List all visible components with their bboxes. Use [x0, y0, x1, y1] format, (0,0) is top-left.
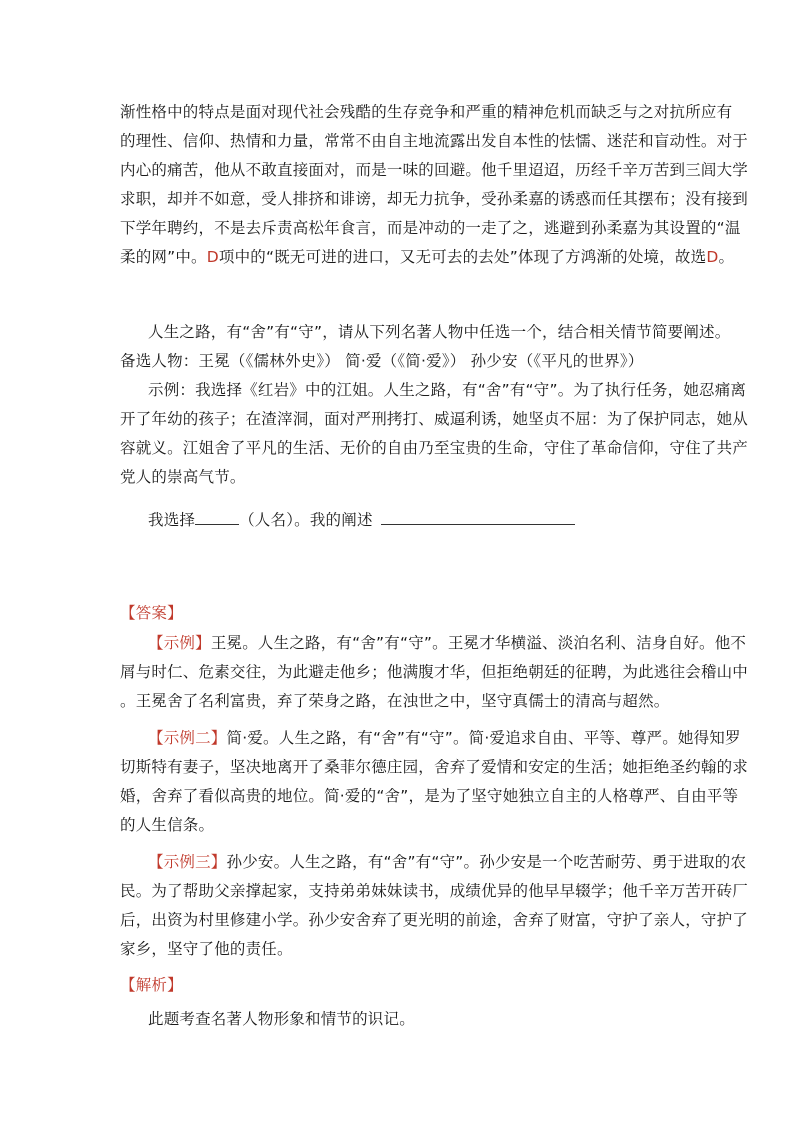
analysis-prev-line: 下学年聘约，不是去斥责高松年食言，而是冲动的一走了之，逃避到孙柔嘉为其设置的“温 [120, 219, 741, 237]
analysis-prev-line: 内心的痛苦，他从不敢直接面对，而是一味的回避。他千里迢迢，历经千辛万苦到三闾大学 [120, 161, 749, 179]
example-tag: 【示例三】 [148, 853, 227, 871]
text-segment: 王冕。人生之路，有“舍”有“守”。王冕才华横溢、淡泊名利、洁身自好。他不 [210, 634, 747, 652]
answer-example2-line: 切斯特有妻子，坚决地离开了桑菲尔德庄园，舍弃了爱情和安定的生活；她拒绝圣约翰的求 [120, 758, 749, 776]
answer-example3-line: 后，出资为村里修建小学。孙少安舍弃了更光明的前途，舍弃了财富，守护了亲人，守护了 [120, 911, 749, 929]
question-example-line: 示例：我选择《红岩》中的江姐。人生之路，有“舍”有“守”。为了执行任务，她忍痛离 [148, 381, 747, 399]
option-letter: D [206, 248, 219, 266]
analysis-prev-last-line [120, 247, 734, 267]
answer-example3-line: 民。为了帮助父亲撑起家，支持弟弟妹妹读书，成绩优异的他早早辍学；他千辛万苦开砖厂 [120, 882, 749, 900]
analysis-text: 此题考查名著人物形象和情节的识记。 [148, 1010, 415, 1028]
answer-example1-line: 。王冕舍了名利富贵，弃了荣身之路，在浊世之中，坚守真儒士的清高与超然。 [120, 692, 670, 710]
question-example-line: 开了年幼的孩子；在渣滓洞，面对严刑拷打、威逼利诱，她坚贞不屈：为了保护同志，她从 [120, 410, 749, 428]
answer-example3-line [148, 852, 746, 872]
answer-blank[interactable] [381, 510, 575, 525]
text-segment: 简·爱。人生之路，有“舍”有“守”。简·爱追求自由、平等、尊严。她得知罗 [226, 729, 741, 747]
example-tag: 【示例】 [148, 634, 211, 652]
text-segment: （人名）。我的阐述 [239, 511, 373, 529]
text-segment: 孙少安。人生之路，有“舍”有“守”。孙少安是一个吃苦耐劳、勇于进取的农 [226, 853, 747, 871]
text-segment: 项中的“既无可进的进口，又无可去的去处”体现了方鸿渐的处境，故选 [218, 248, 707, 266]
answer-example2-line [148, 728, 741, 748]
analysis-prev-line: 求职，却并不如意，受人排挤和诽谤，却无力抗争，受孙柔嘉的诱惑而任其摆布；没有接到 [120, 190, 749, 208]
example-tag: 【示例二】 [148, 729, 227, 747]
analysis-prev-line: 渐性格中的特点是面对现代社会残酷的生存竞争和严重的精神危机而缺乏与之对抗所应有 [120, 103, 733, 121]
name-blank[interactable] [195, 510, 239, 525]
text-segment: 我选择 [148, 511, 196, 529]
answer-example2-line: 婚，舍弃了看似高贵的地位。简·爱的“舍”，是为了坚守她独立自主的人格尊严、自由平等 [120, 787, 739, 805]
question-options: 备选人物：王冕（《儒林外史》） 简·爱（《简·爱》） 孙少安（《平凡的世界》） [120, 352, 644, 370]
question-example-line: 容就义。江姐舍了平凡的生活、无价的自由乃至宝贵的生命，守住了革命信仰，守住了共产 [120, 439, 749, 457]
answer-example3-line: 家乡，坚守了他的责任。 [120, 940, 293, 958]
option-letter: D [706, 248, 719, 266]
question-prompt: 人生之路，有“舍”有“守”，请从下列名著人物中任选一个，结合相关情节简要阐述。 [148, 323, 731, 341]
analysis-prev-line: 的理性、信仰、热情和力量，常常不由自主地流露出发自本性的怯懦、迷茫和盲动性。对于 [120, 132, 749, 150]
answer-example1-line [148, 633, 746, 653]
answer-heading: 【答案】 [120, 604, 183, 622]
answer-example2-line: 的人生信条。 [120, 816, 215, 834]
analysis-heading: 【解析】 [120, 976, 183, 994]
text-segment: 柔的网”中。 [120, 248, 207, 266]
question-answer-line [148, 510, 575, 530]
answer-example1-line: 屑与时仁、危素交往，为此避走他乡；他满腹才华，但拒绝朝廷的征聘，为此逃往会稽山中 [120, 663, 749, 681]
text-segment: 。 [718, 248, 735, 266]
question-example-line: 党人的崇高气节。 [120, 468, 246, 486]
